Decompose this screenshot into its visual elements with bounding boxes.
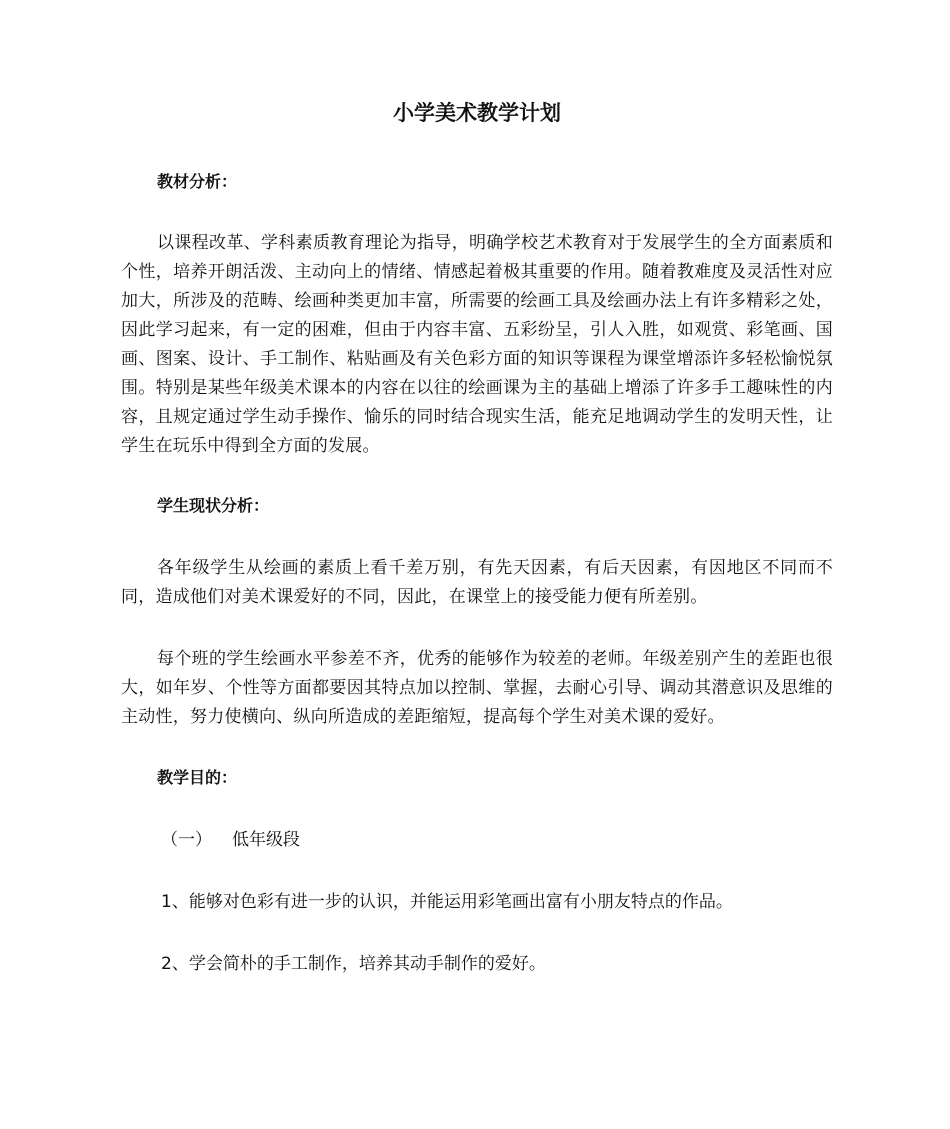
document-title: 小学美术教学计划 xyxy=(393,101,561,125)
heading-teaching-goals: 教学目的： xyxy=(157,768,238,787)
heading-student-analysis: 学生现状分析： xyxy=(157,496,270,515)
list-item: 1、能够对色彩有进一步的认识，并能运用彩笔画出富有小朋友特点的作品。 xyxy=(161,892,733,912)
paragraph-student-analysis-1: 各年级学生从绘画的素质上看千差万别，有先天因素，有后天因素，有因地区不同而不同，造成他们对美术课爱好的不同，因此，在课堂上的接受能力便有所差别。 xyxy=(121,558,833,607)
subsection-lower-grades xyxy=(161,827,300,853)
list-item: 2、学会简朴的手工制作，培养其动手制作的爱好。 xyxy=(161,954,546,974)
subsection-number: （一） xyxy=(161,830,212,850)
heading-textbook-analysis: 教材分析： xyxy=(157,172,238,191)
paragraph-textbook-analysis: 以课程改革、学科素质教育理论为指导，明确学校艺术教育对于发展学生的全方面素质和个性，培养开朗活泼、主动向上的情绪、情感起着极其重要的作用。随着教难度及灵活性对应加大，所涉及的范畴、绘画种类更加丰富，所需要的绘画工具及绘画办法上有许多精彩之处，因此学习起来，有一定的困难，但由于内容丰富、五彩纷呈，引人入胜，如观赏、彩笔画、国画、图案、设计、手工制作、粘贴画及有关色彩方面的知识等课程为课堂增添许多轻松愉悦氛围。特别是某些年级美术课本的内容在以往的绘画课为主的基础上增添了许多手工趣味性的内容，且规定通过学生动手操作、愉乐的同时结合现实生活，能充足地调动学生的发明天性，让学生在玩乐中得到全方面的发展。 xyxy=(121,233,833,456)
subsection-label: 低年级段 xyxy=(232,830,300,850)
paragraph-student-analysis-2: 每个班的学生绘画水平参差不齐，优秀的能够作为较差的老师。年级差别产生的差距也很大，如年岁、个性等方面都要因其特点加以控制、掌握，去耐心引导、调动其潜意识及思维的主动性，努力使横向、纵向所造成的差距缩短，提高每个学生对美术课的爱好。 xyxy=(121,649,833,727)
